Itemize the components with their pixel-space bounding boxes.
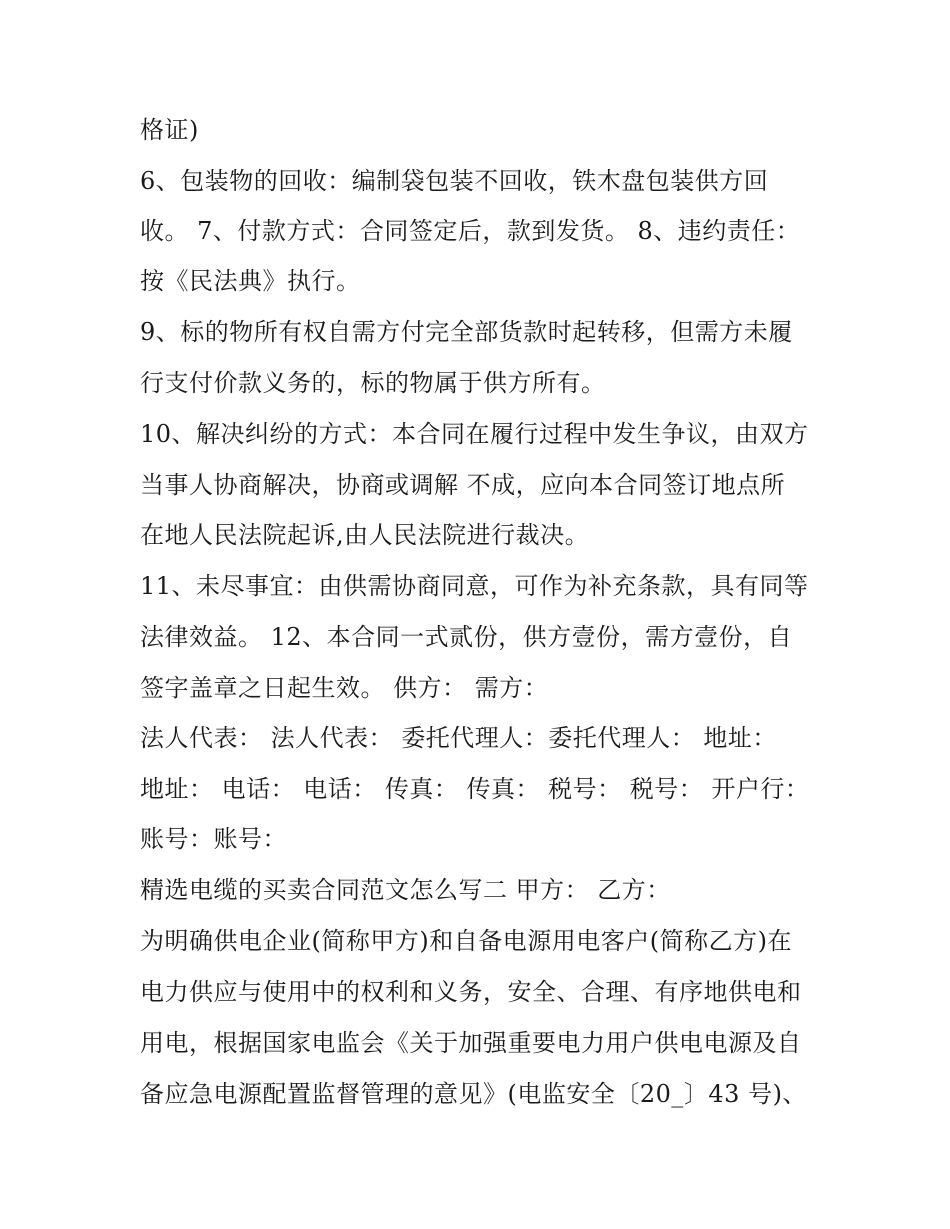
text-line: 10、解决纠纷的方式：本合同在履行过程中发生争议，由双方 bbox=[140, 420, 809, 448]
text-line: 精选电缆的买卖合同范文怎么写二 甲方： 乙方： bbox=[140, 876, 671, 904]
text-line: 在地人民法院起诉,由人民法院进行裁决。 bbox=[140, 521, 590, 549]
text-line: 备应急电源配置监督管理的意见》(电监安全〔20_〕43 号)、 bbox=[140, 1080, 807, 1108]
text-line: 地址： 电话： 电话： 传真： 传真： 税号： 税号： 开户行： bbox=[140, 775, 810, 803]
text-line: 用电，根据国家电监会《关于加强重要电力用户供电电源及自 bbox=[140, 1029, 802, 1057]
text-line: 为明确供电企业(简称甲方)和自备电源用电客户(简称乙方)在 bbox=[140, 927, 792, 955]
text-line: 收。 7、付款方式：合同签定后，款到发货。 8、违约责任： bbox=[140, 217, 801, 245]
text-line: 11、未尽事宜：由供需协商同意，可作为补充条款，具有同等 bbox=[140, 572, 809, 600]
text-line: 行支付价款义务的，标的物属于供方所有。 bbox=[140, 369, 606, 397]
text-line: 签字盖章之日起生效。 供方： 需方： bbox=[140, 674, 549, 702]
text-line: 6、包装物的回收：编制袋包装不回收，铁木盘包装供方回 bbox=[140, 167, 769, 195]
text-line: 账号：账号： bbox=[140, 825, 287, 853]
text-line: 当事人协商解决，协商或调解 不成，应向本合同签订地点所 bbox=[140, 471, 786, 499]
text-line: 按《民法典》执行。 bbox=[140, 267, 361, 295]
text-line: 电力供应与使用中的权利和义务，安全、合理、有序地供电和 bbox=[140, 978, 802, 1006]
text-line: 格证) bbox=[140, 116, 199, 144]
text-line: 法人代表： 法人代表： 委托代理人：委托代理人： 地址： bbox=[140, 724, 777, 752]
text-line: 9、标的物所有权自需方付完全部货款时起转移，但需方未履 bbox=[140, 318, 793, 346]
text-line: 法律效益。 12、本合同一式贰份，供方壹份，需方壹份，自 bbox=[140, 623, 793, 651]
